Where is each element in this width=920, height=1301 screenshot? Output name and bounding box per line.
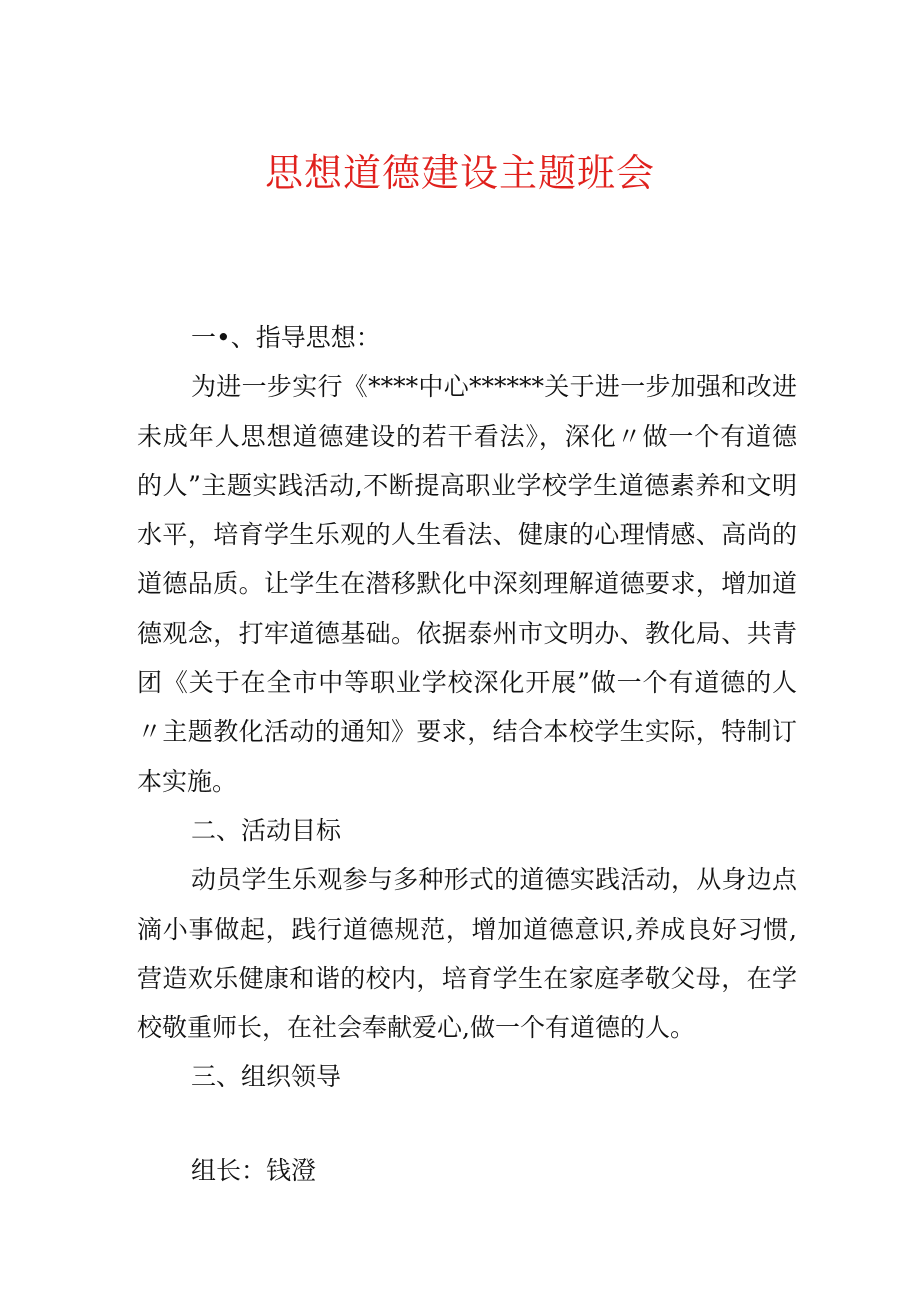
document-body xyxy=(137,313,797,1195)
section-paragraph-activity-goals: 动员学生乐观参与多种形式的道德实践活动，从身边点滴小事做起，践行道德规范，增加道德意识,养成良好习惯,营造欢乐健康和谐的校内，培育学生在家庭孝敬父母，在学校敬重师长，在社会奉献爱心,做一个有道德的人。 xyxy=(137,865,797,1043)
section-paragraph-guiding-ideology: 为进一步实行《****中心******关于进一步加强和改进未成年人思想道德建设的若干看法》，深化〃做一个有道德的人”主题实践活动,不断提高职业学校学生道德素养和文明水平，培育学生乐观的人生看法、健康的心理情感、高尚的道德品质。让学生在潜移默化中深刻理解道德要求，增加道德观念，打牢道德基础。依据泰州市文明办、教化局、共青团《关于在全市中等职业学校深化开展”做一个有道德的人〃主题教化活动的通知》要求，结合本校学生实际，特制订本实施。 xyxy=(137,372,797,796)
section-heading-organization: 三、组织领导 xyxy=(191,1062,342,1092)
section-paragraph-organization: 组长：钱澄 xyxy=(191,1155,317,1185)
section-heading-guiding-ideology: 一•、指导思想： xyxy=(191,323,381,352)
blank-line xyxy=(137,1102,797,1146)
document-title: 思想道德建设主题班会 xyxy=(264,151,655,195)
section-heading-activity-goals: 二、活动目标 xyxy=(191,815,342,845)
